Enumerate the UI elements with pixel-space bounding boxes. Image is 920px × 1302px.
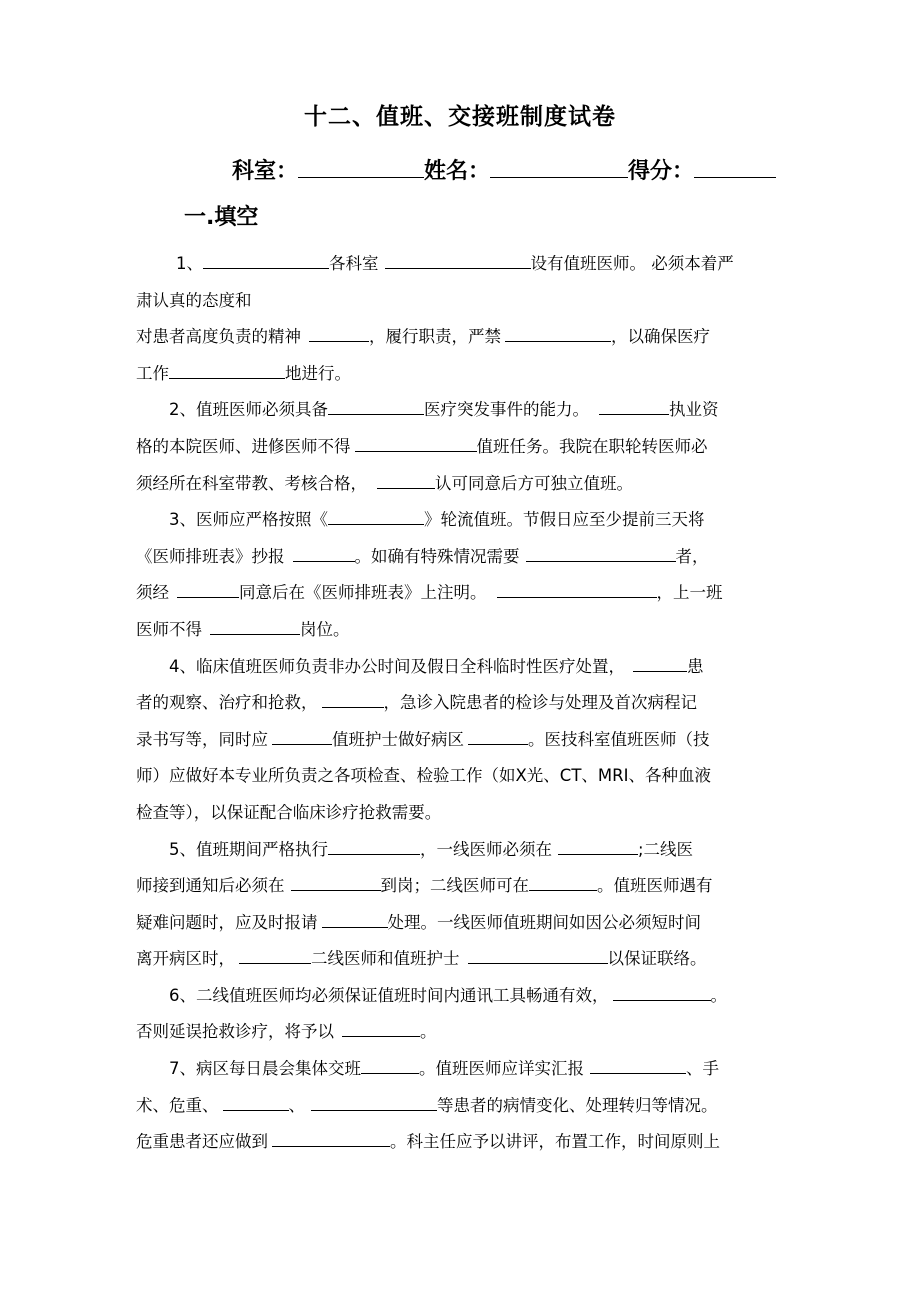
answer-blank[interactable]	[177, 581, 239, 598]
answer-blank[interactable]	[169, 362, 285, 379]
section-title: 一.填空	[184, 205, 259, 230]
answer-blank[interactable]	[355, 435, 477, 452]
answer-blank[interactable]	[322, 691, 384, 708]
answer-blank[interactable]	[590, 1057, 686, 1074]
text-line: 格的本院医师、进修医师不得 值班任务。我院在职轮转医师必	[136, 436, 708, 456]
text-line: 工作 地进行。	[136, 363, 351, 383]
question-body	[136, 246, 791, 1161]
text-line: 肃认真的态度和	[136, 290, 252, 310]
text-line: 《医师排班表》抄报 。如确有特殊情况需要 者，	[136, 546, 709, 566]
answer-blank[interactable]	[328, 508, 424, 525]
text-line: 录书写等，同时应 值班护士做好病区 。医技科室值班医师（技	[136, 729, 710, 749]
header-fields	[232, 154, 802, 185]
text-line: 检查等），以保证配合临床诊疗抢救需要。	[136, 802, 442, 822]
text-line: 对患者高度负责的精神 ，履行职责，严禁 ，以确保医疗	[136, 327, 710, 347]
name-label: 姓名：	[424, 159, 491, 184]
text-line: 离开病区时， 二线医师和值班护士 以保证联络。	[136, 949, 707, 969]
name-blank[interactable]	[490, 157, 628, 178]
answer-blank[interactable]	[468, 728, 528, 745]
answer-blank[interactable]	[309, 325, 369, 342]
answer-blank[interactable]	[633, 655, 687, 672]
text-line: 医师不得 岗位。	[136, 619, 350, 639]
text-line: 1、 各科室 设有值班医师。 必须本着严	[176, 254, 734, 273]
score-label: 得分：	[628, 159, 695, 184]
answer-blank[interactable]	[497, 581, 657, 598]
text-line: 疑难问题时，应及时报请 处理。一线医师值班期间如因公必须短时间	[136, 912, 701, 932]
text-line: 7、病区每日晨会集体交班 。值班医师应详实汇报 、手	[169, 1059, 719, 1079]
text-line: 师接到通知后必须在 到岗；二线医师可在 。值班医师遇有	[136, 876, 713, 896]
answer-blank[interactable]	[505, 325, 611, 342]
answer-blank[interactable]	[223, 1094, 289, 1111]
text-line: 4、临床值班医师负责非办公时间及假日全科临时性医疗处置， 患	[169, 656, 704, 676]
text-line: 3、医师应严格按照《 》轮流值班。节假日应至少提前三天将	[169, 510, 705, 530]
text-line: 师）应做好本专业所负责之各项检查、检验工作（如X光、CT、MRI、各种血液	[136, 766, 711, 786]
text-line: 者的观察、治疗和抢救， ，急诊入院患者的检诊与处理及首次病程记	[136, 693, 697, 713]
answer-blank[interactable]	[526, 545, 676, 562]
text-line: 5、值班期间严格执行 ，一线医师必须在 ;二线医	[169, 839, 694, 859]
score-blank[interactable]	[694, 157, 776, 178]
answer-blank[interactable]	[322, 911, 388, 928]
text-line: 须经 同意后在《医师排班表》上注明。 ，上一班	[136, 583, 723, 603]
answer-blank[interactable]	[361, 1057, 419, 1074]
dept-label: 科室：	[232, 159, 299, 184]
answer-blank[interactable]	[558, 838, 638, 855]
answer-blank[interactable]	[385, 252, 531, 269]
text-line: 术、危重、 、 等患者的病情变化、处理转归等情况。	[136, 1095, 718, 1115]
answer-blank[interactable]	[328, 838, 420, 855]
answer-blank[interactable]	[311, 1094, 437, 1111]
answer-blank[interactable]	[377, 472, 435, 489]
page-title: 十二、值班、交接班制度试卷	[304, 104, 616, 130]
text-line: 2、值班医师必须具备 医疗突发事件的能力。 执业资	[169, 400, 719, 420]
answer-blank[interactable]	[342, 1020, 420, 1037]
answer-blank[interactable]	[468, 947, 608, 964]
answer-blank[interactable]	[613, 984, 711, 1001]
answer-blank[interactable]	[291, 874, 381, 891]
answer-blank[interactable]	[239, 947, 311, 964]
answer-blank[interactable]	[529, 874, 597, 891]
answer-blank[interactable]	[272, 1130, 390, 1147]
answer-blank[interactable]	[210, 618, 300, 635]
answer-blank[interactable]	[328, 398, 424, 415]
dept-blank[interactable]	[298, 157, 424, 178]
answer-blank[interactable]	[293, 545, 355, 562]
text-line: 须经所在科室带教、考核合格， 认可同意后方可独立值班。	[136, 473, 633, 493]
answer-blank[interactable]	[203, 252, 329, 269]
text-line: 6、二线值班医师均必须保证值班时间内通讯工具畅通有效， 。	[169, 985, 727, 1005]
answer-blank[interactable]	[599, 398, 669, 415]
text-line: 危重患者还应做到 。科主任应予以讲评，布置工作，时间原则上	[136, 1132, 720, 1152]
answer-blank[interactable]	[272, 728, 332, 745]
text-line: 否则延误抢救诊疗，将予以 。	[136, 1022, 437, 1042]
